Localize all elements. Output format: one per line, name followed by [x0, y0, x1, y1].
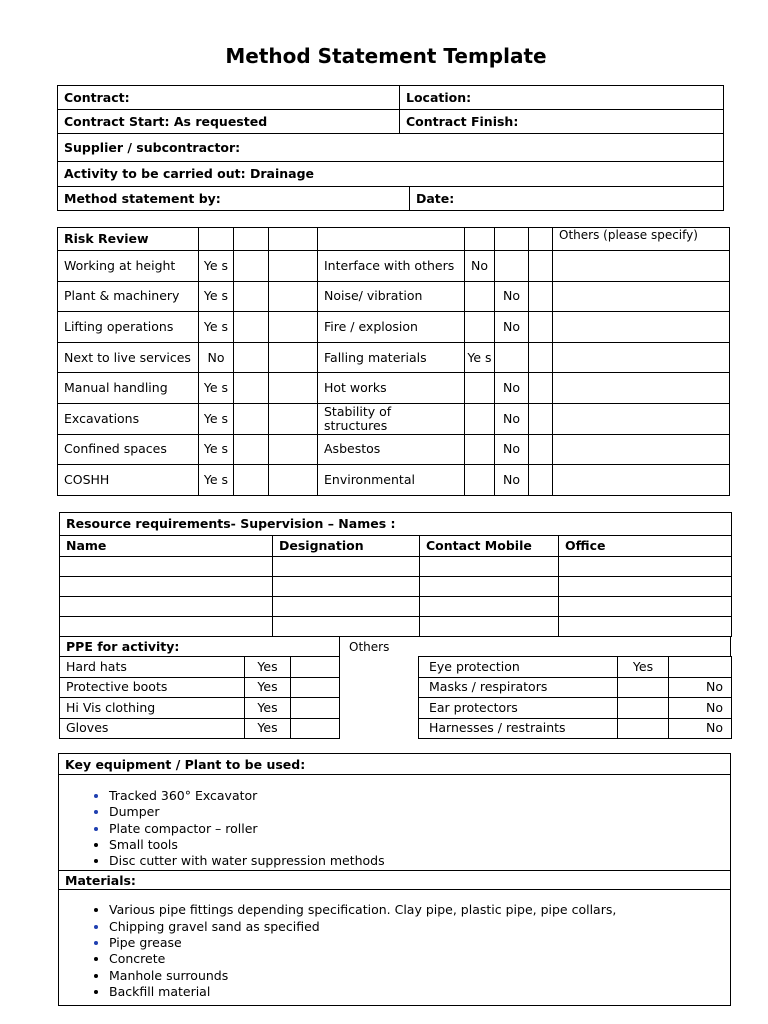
risk-item-right: Falling materials	[318, 342, 465, 373]
ppe-item: Hi Vis clothing	[60, 698, 245, 719]
ppe-item: Ear protectors	[419, 698, 618, 719]
risk-yes-right	[465, 434, 495, 465]
list-item: • Plate compactor – roller	[109, 821, 730, 837]
date-field: Date:	[410, 187, 724, 211]
ppe-item: Harnesses / restraints	[419, 718, 618, 739]
risk-item-left: Manual handling	[58, 373, 199, 404]
risk-yes-right	[465, 373, 495, 404]
ppe-item: Hard hats	[60, 657, 245, 678]
col-contact-mobile: Contact Mobile	[420, 536, 559, 557]
ppe-others-cell	[339, 636, 419, 657]
table-row	[58, 281, 730, 312]
table-row	[58, 403, 730, 434]
table-row	[419, 657, 732, 678]
risk-item-right: Asbestos	[318, 434, 465, 465]
ppe-left-table	[59, 636, 340, 739]
table-row	[60, 577, 732, 597]
ppe-no: No	[669, 718, 732, 739]
equipment-list	[59, 788, 730, 869]
risk-no-right: No	[495, 373, 529, 404]
ppe-item: Protective boots	[60, 677, 245, 698]
table-row	[60, 597, 732, 617]
list-item: • Backfill material	[109, 984, 730, 1000]
risk-yes-left: No	[199, 342, 234, 373]
table-row	[60, 698, 340, 719]
list-item: • Manhole surrounds	[109, 968, 730, 984]
risk-yes-left: Ye s	[199, 251, 234, 282]
risk-yes-right	[465, 312, 495, 343]
risk-item-right: Hot works	[318, 373, 465, 404]
list-item: • Chipping gravel sand as specified	[109, 919, 730, 935]
risk-yes-right	[465, 403, 495, 434]
risk-no-right: No	[495, 312, 529, 343]
table-row	[60, 557, 732, 577]
risk-item-right: Stability of structures	[318, 403, 465, 434]
table-row	[58, 434, 730, 465]
risk-item-left: Working at height	[58, 251, 199, 282]
risk-no-right: No	[495, 465, 529, 496]
method-by-field: Method statement by:	[58, 187, 410, 211]
ppe-others-label: Others	[349, 640, 390, 654]
contract-start-field: Contract Start: As requested	[58, 110, 400, 134]
risk-yes-right: Ye s	[465, 342, 495, 373]
col-office: Office	[559, 536, 732, 557]
ppe-value: Yes	[245, 657, 291, 678]
col-designation: Designation	[273, 536, 420, 557]
risk-no-right: No	[495, 434, 529, 465]
ppe-item: Masks / respirators	[419, 677, 618, 698]
ppe-heading: PPE for activity:	[60, 637, 340, 657]
ppe-no	[669, 657, 732, 678]
page-title: Method Statement Template	[225, 44, 547, 68]
contract-info-table	[57, 85, 724, 211]
equipment-heading: Key equipment / Plant to be used:	[59, 754, 730, 775]
table-row	[60, 718, 340, 739]
table-row	[419, 698, 732, 719]
risk-yes-left: Ye s	[199, 434, 234, 465]
contract-finish-field: Contract Finish:	[400, 110, 724, 134]
table-row	[60, 677, 340, 698]
equipment-section	[58, 753, 731, 1006]
list-item: • Dumper	[109, 804, 730, 820]
list-item: • Pipe grease	[109, 935, 730, 951]
ppe-item: Gloves	[60, 718, 245, 739]
table-row	[419, 677, 732, 698]
table-row	[58, 373, 730, 404]
risk-item-right: Interface with others	[318, 251, 465, 282]
risk-review-table	[57, 227, 730, 496]
materials-heading: Materials:	[59, 870, 730, 890]
risk-item-right: Environmental	[318, 465, 465, 496]
risk-item-left: Excavations	[58, 403, 199, 434]
ppe-yes	[618, 698, 669, 719]
risk-review-heading: Risk Review	[58, 228, 199, 251]
ppe-yes: Yes	[618, 657, 669, 678]
risk-no-right	[495, 251, 529, 282]
risk-yes-left: Ye s	[199, 373, 234, 404]
location-field: Location:	[400, 86, 724, 110]
ppe-value: Yes	[245, 698, 291, 719]
table-row	[60, 617, 732, 637]
risk-yes-right	[465, 465, 495, 496]
risk-item-left: Lifting operations	[58, 312, 199, 343]
risk-yes-left: Ye s	[199, 281, 234, 312]
table-row	[58, 342, 730, 373]
risk-item-left: Confined spaces	[58, 434, 199, 465]
risk-yes-left: Ye s	[199, 403, 234, 434]
table-row	[60, 657, 340, 678]
risk-item-left: Next to live services	[58, 342, 199, 373]
table-row	[58, 465, 730, 496]
ppe-no: No	[669, 698, 732, 719]
activity-field: Activity to be carried out: Drainage	[58, 162, 724, 187]
ppe-value: Yes	[245, 677, 291, 698]
risk-item-left: COSHH	[58, 465, 199, 496]
ppe-yes	[618, 677, 669, 698]
col-name: Name	[60, 536, 273, 557]
ppe-value: Yes	[245, 718, 291, 739]
list-item: • Small tools	[109, 837, 730, 853]
ppe-item: Eye protection	[419, 657, 618, 678]
risk-item-right: Fire / explosion	[318, 312, 465, 343]
ppe-yes	[618, 718, 669, 739]
list-item: • Disc cutter with water suppression methods	[109, 853, 730, 869]
materials-list	[59, 902, 730, 1000]
ppe-no: No	[669, 677, 732, 698]
risk-no-right: No	[495, 281, 529, 312]
risk-yes-right: No	[465, 251, 495, 282]
risk-yes-left: Ye s	[199, 465, 234, 496]
list-item: • Tracked 360° Excavator	[109, 788, 730, 804]
list-item: • Various pipe fittings depending specification. Clay pipe, plastic pipe, pipe collars,	[109, 902, 730, 918]
ppe-right-table	[418, 656, 732, 739]
list-item: • Concrete	[109, 951, 730, 967]
table-row	[58, 312, 730, 343]
table-row	[419, 718, 732, 739]
risk-item-right: Noise/ vibration	[318, 281, 465, 312]
risk-no-right	[495, 342, 529, 373]
resource-heading: Resource requirements- Supervision – Names :	[60, 513, 732, 536]
others-specify-label: Others (please specify)	[553, 228, 730, 251]
risk-yes-right	[465, 281, 495, 312]
risk-no-right: No	[495, 403, 529, 434]
table-row	[58, 251, 730, 282]
risk-yes-left: Ye s	[199, 312, 234, 343]
risk-item-left: Plant & machinery	[58, 281, 199, 312]
supplier-field: Supplier / subcontractor:	[58, 134, 724, 162]
contract-field: Contract:	[58, 86, 400, 110]
resource-table	[59, 512, 732, 637]
